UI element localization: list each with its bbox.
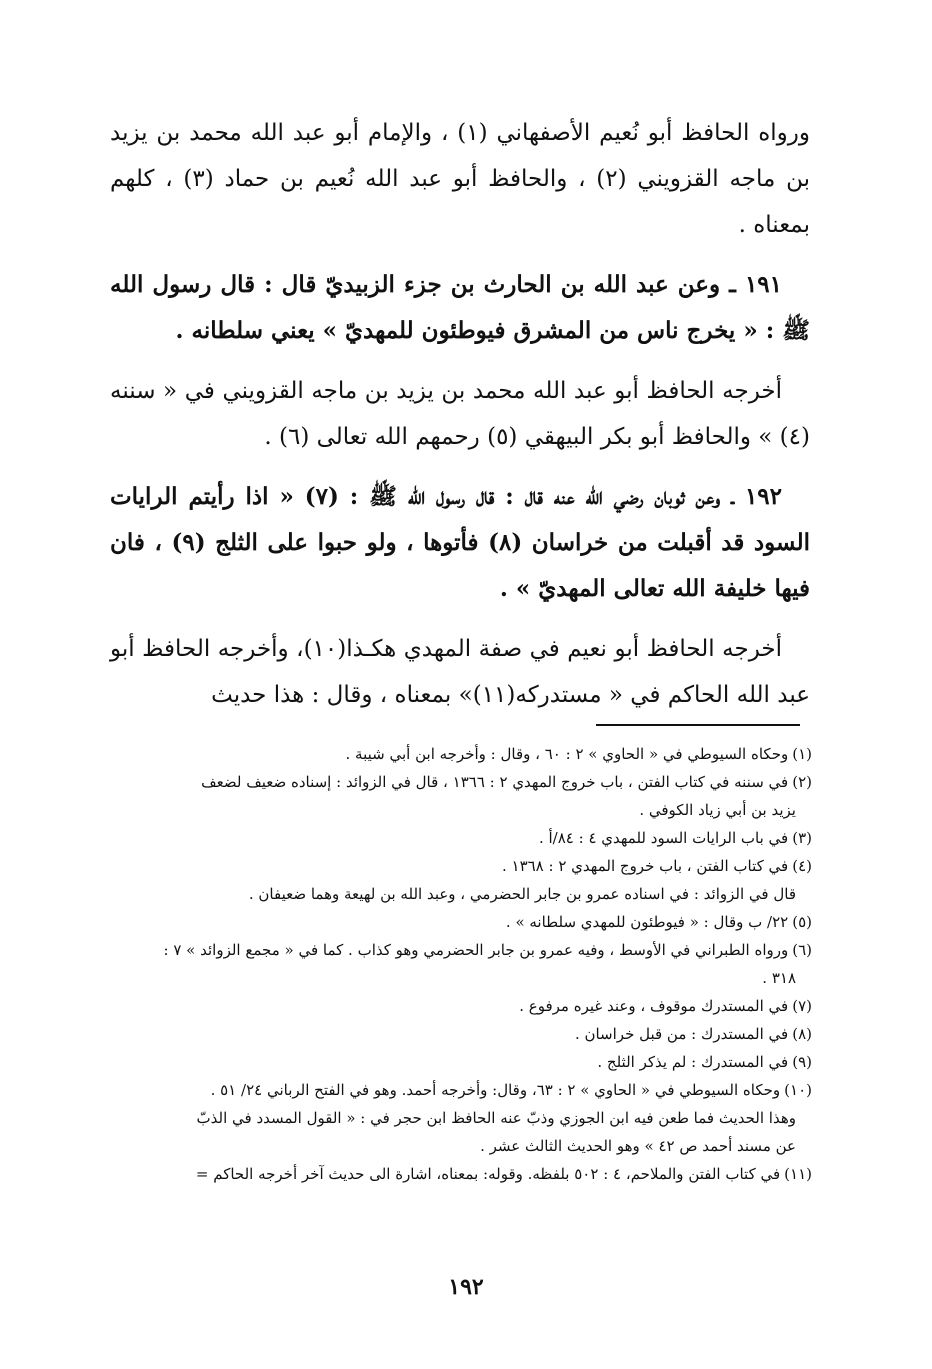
page-number: ١٩٢ — [448, 1274, 484, 1300]
footnote-1 — [112, 742, 812, 766]
footnote-8 — [112, 1022, 812, 1046]
footnote-6 — [112, 938, 812, 962]
footnote-text: وحكاه السيوطي في « الحاوي » ٢ : ٦٠ ، وقال : وأخرجه ابن أبي شيبة . — [345, 745, 789, 763]
paragraph-1: ورواه الحافظ أبو نُعيم الأصفهاني (١) ، والإمام أبو عبد الله محمد بن يزيد بن ماجه القزويني (٢) ، والحافظ أبو عبد الله نُعيم بن حماد (٣) ، كلهم بمعناه . — [110, 120, 811, 238]
hadith-191: ١٩١ ـ وعن عبد الله بن الحارث بن جزء الزبيديّ قال : قال رسول الله ﷺ : « يخرج ناس من المشرق فيوطئون للمهديّ » يعني سلطانه . — [110, 271, 810, 344]
footnote-number: (١١) — [784, 1165, 812, 1183]
hadith-192: ١٩٢ ـ وعن ثوبان رضي الله عنه قال : قال رسول الله ﷺ : (٧) « اذا رأيتم الرايات السود قد أقبلت من خراسان (٨) فأتوها ، ولو حبوا على الثلج (٩) ، فان فيها خليفة الله تعالى المهديّ » . — [110, 483, 810, 602]
footnote-text: في المستدرك موقوف ، وعند غيره مرفوع . — [519, 997, 789, 1015]
paragraph-3: أخرجه الحافظ أبو عبد الله محمد بن يزيد بن ماجه القزويني في « سننه (٤) » والحافظ أبو بكر البيهقي (٥) رحمهم الله تعالى (٦) . — [110, 378, 810, 450]
footnote-text: ورواه الطبراني في الأوسط ، وفيه عمرو بن جابر الحضرمي وهو كذاب . كما في « مجمع الزوائد » ٧ : — [163, 941, 789, 959]
footnote-3 — [112, 826, 812, 850]
footnote-2-continuation: يزيد بن أبي زياد الكوفي . — [639, 801, 796, 819]
footnote-9 — [112, 1050, 812, 1074]
footnote-text: في كتاب الفتن والملاحم، ٤ : ٥٠٢ بلفظه. وقوله: بمعناه، اشارة الى حديث آخر أخرجه الحاكم = — [195, 1165, 781, 1183]
footnote-text: في المستدرك : لم يذكر الثلج . — [597, 1053, 789, 1071]
footnote-text: في باب الرايات السود للمهدي ٤ : ٨٤/أ . — [538, 829, 789, 847]
main-text — [110, 110, 810, 732]
footnote-text: في سننه في كتاب الفتن ، باب خروج المهدي ٢ : ١٣٦٦ ، قال في الزوائد : إسناده ضعيف لضعف — [201, 773, 789, 791]
footnote-7 — [112, 994, 812, 1018]
footnote-number: (٩) — [792, 1053, 812, 1071]
footnote-number: (٦) — [792, 941, 812, 959]
footnote-2 — [112, 770, 812, 794]
footnote-text: وحكاه السيوطي في « الحاوي » ٢ : ٦٣، وقال: وأخرجه أحمد. وهو في الفتح الرباني ٢٤/ ٥١ . — [210, 1081, 781, 1099]
footnote-5 — [112, 910, 812, 934]
footnote-10-continuation: عن مسند أحمد ص ٤٢ » وهو الحديث الثالث عشر . — [480, 1137, 796, 1155]
footnote-number: (٣) — [792, 829, 812, 847]
paragraph-5: أخرجه الحافظ أبو نعيم في صفة المهدي هكـذا(١٠)، وأخرجه الحافظ أبو عبد الله الحاكم في « مستدركه(١١)» بمعناه ، وقال : هذا حديث — [110, 636, 810, 708]
footnotes — [112, 742, 812, 1190]
footnote-text: ٢٢/ ب وقال : « فيوطئون للمهدي سلطانه » . — [505, 913, 789, 931]
footnote-10-continuation: وهذا الحديث فما طعن فيه ابن الجوزي وذبّ عنه الحافظ ابن حجر في : « القول المسدد في الذبّ — [196, 1109, 796, 1127]
footnote-11 — [112, 1162, 812, 1186]
footnote-number: (٤) — [792, 857, 812, 875]
footnote-number: (٢) — [792, 773, 812, 791]
footnote-4 — [112, 854, 812, 878]
footnote-number: (١) — [792, 745, 812, 763]
footnote-10 — [112, 1078, 812, 1102]
footnote-4-continuation: قال في الزوائد : في اسناده عمرو بن جابر الحضرمي ، وعبد الله بن لهيعة وهما ضعيفان . — [248, 885, 796, 903]
footnote-text: في كتاب الفتن ، باب خروج المهدي ٢ : ١٣٦٨ . — [501, 857, 789, 875]
footnote-number: (٥) — [792, 913, 812, 931]
footnote-text: في المستدرك : من قبل خراسان . — [574, 1025, 789, 1043]
footnote-divider — [596, 724, 800, 726]
footnote-6-continuation: ٣١٨ . — [762, 969, 796, 987]
footnote-number: (٨) — [792, 1025, 812, 1043]
footnote-number: (٧) — [792, 997, 812, 1015]
footnote-number: (١٠) — [784, 1081, 812, 1099]
